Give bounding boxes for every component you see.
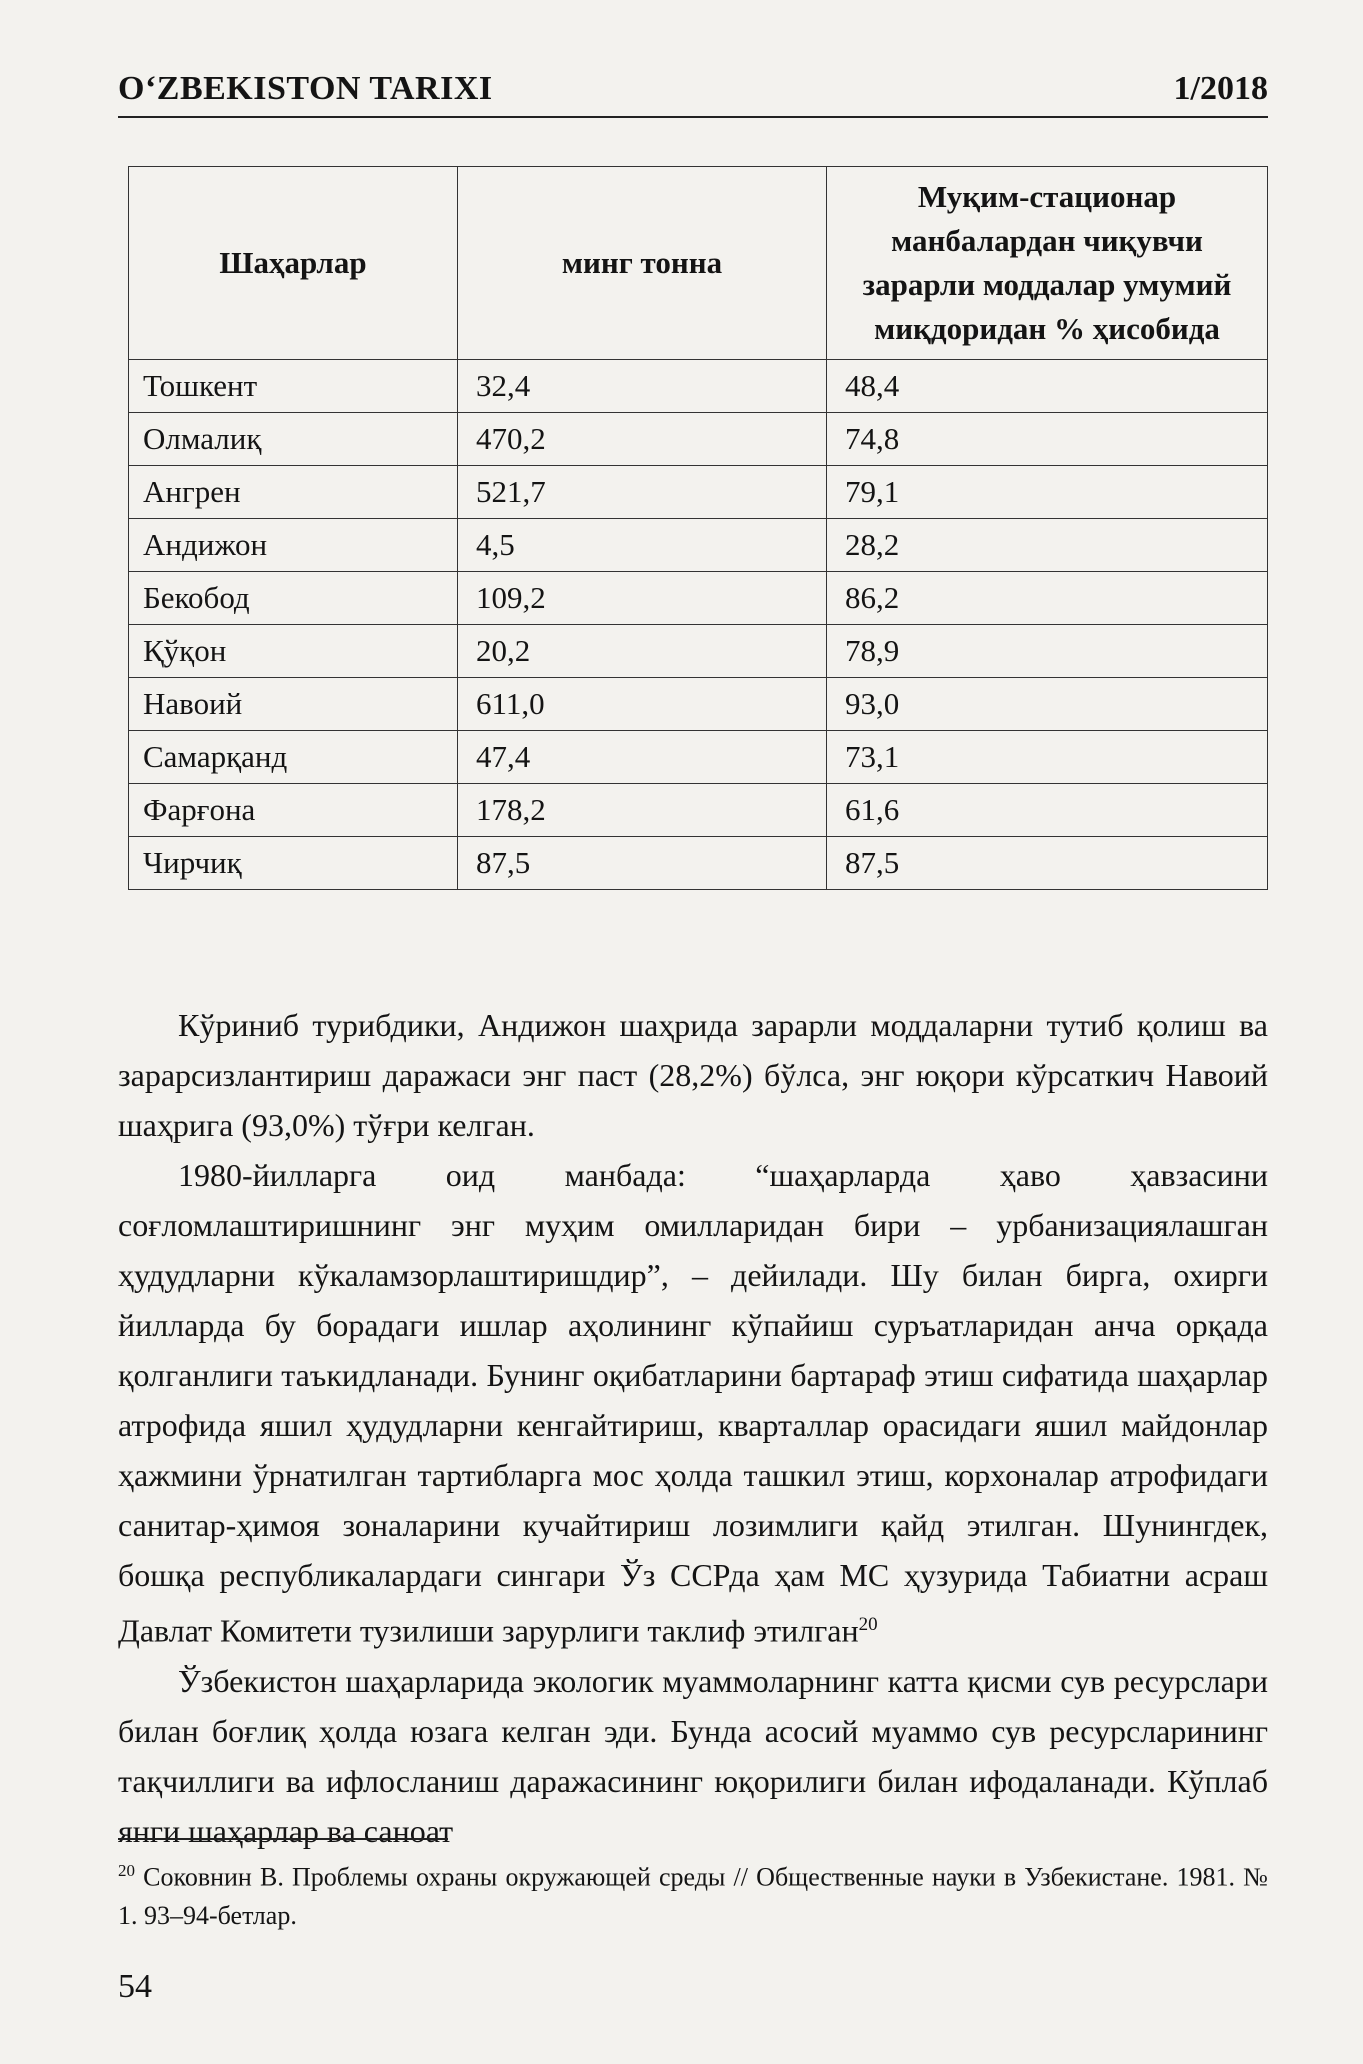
percent-cell: 61,6 [827,784,1268,837]
paragraph-text: 1980-йилларга оид манбада: “шаҳарларда ҳаво ҳавзасини соғломлаштиришнинг энг муҳим омилларидан бири – урбанизациялашган ҳудудларни кўкаламзорлаштиришдир”, – дейилади. Шу билан бирга, охирги йилларда бу борадаги ишлар аҳолининг кўпайиш суръатларидан анча орқада қолганлиги таъкидланади. Бунинг оқибатларини бартараф этиш сифатида шаҳарлар атрофида яшил ҳудудларни кенгайтириш, кварталлар орасидаги яшил майдонлар ҳажмини ўрнатилган тартибларга мос ҳолда ташкил этиш, корхоналар атрофидаги санитар-ҳимоя зоналарини кучайтириш лозимлиги қайд этилган. Шунингдек, бошқа республикалардаги сингари Ўз ССРда ҳам МС ҳузурида Табиатни асраш Давлат Комитети тузилиши зарурлиги таклиф этилган [118,1157,1268,1649]
tons-cell: 611,0 [458,678,827,731]
city-cell: Фарғона [129,784,458,837]
table-row [129,466,1268,519]
city-cell: Андижон [129,519,458,572]
tons-cell: 47,4 [458,731,827,784]
paragraph: Кўриниб турибдики, Андижон шаҳрида зарарли моддаларни тутиб қолиш ва зарарсизлантириш даражаси энг паст (28,2%) бўлса, энг юқори кўрсаткич Навоий шаҳрига (93,0%) тўғри келган. [118,1007,1268,1143]
city-cell: Қўқон [129,625,458,678]
percent-cell: 86,2 [827,572,1268,625]
table-row [129,678,1268,731]
percent-cell: 28,2 [827,519,1268,572]
tons-cell: 87,5 [458,837,827,890]
table-row [129,731,1268,784]
table-row [129,837,1268,890]
table-row [129,360,1268,413]
city-cell: Тошкент [129,360,458,413]
tons-cell: 109,2 [458,572,827,625]
journal-title: O‘ZBEKISTON TARIXI [118,70,493,107]
header-percent: Муқим-стационар манбалардан чиқувчи зарарли моддалар умумий миқдоридан % ҳисобида [827,167,1268,360]
percent-cell: 48,4 [827,360,1268,413]
header-cities: Шаҳарлар [129,167,458,360]
table-row [129,625,1268,678]
table-header-row [129,167,1268,360]
percent-cell: 74,8 [827,413,1268,466]
issue-number: 1/2018 [1173,70,1268,107]
footnote-divider [118,1838,448,1840]
percent-cell: 79,1 [827,466,1268,519]
footnote [118,1852,1268,1935]
city-cell: Навоий [129,678,458,731]
city-cell: Олмалиқ [129,413,458,466]
percent-cell: 73,1 [827,731,1268,784]
city-cell: Бекобод [129,572,458,625]
percent-cell: 93,0 [827,678,1268,731]
tons-cell: 178,2 [458,784,827,837]
table-row [129,784,1268,837]
city-cell: Чирчиқ [129,837,458,890]
table-row [129,519,1268,572]
percent-cell: 87,5 [827,837,1268,890]
footnote-number: 20 [118,1861,135,1880]
tons-cell: 4,5 [458,519,827,572]
table-row [129,572,1268,625]
pollution-table [128,166,1268,890]
footnote-text: Соковнин В. Проблемы охраны окружающей среды // Общественные науки в Узбекистане. 1981. № 1. 93–94-бетлар. [118,1862,1268,1930]
table-row [129,413,1268,466]
article-body [118,1000,1268,1856]
paragraph [118,1150,1268,1656]
paragraph: Ўзбекистон шаҳарларида экологик муаммоларнинг катта қисми сув ресурслари билан боғлиқ ҳолда юзага келган эди. Бунда асосий муаммо сув ресурсларининг тақчиллиги ва ифлосланиш даражасининг юқорилиги билан ифодаланади. Кўплаб янги шаҳарлар ва саноат [118,1662,1268,1849]
tons-cell: 470,2 [458,413,827,466]
footnote-reference[interactable]: 20 [858,1614,878,1635]
running-header [118,70,1268,118]
tons-cell: 32,4 [458,360,827,413]
page-number: 54 [118,1968,152,2005]
tons-cell: 20,2 [458,625,827,678]
percent-cell: 78,9 [827,625,1268,678]
tons-cell: 521,7 [458,466,827,519]
city-cell: Ангрен [129,466,458,519]
header-thousand-tons: минг тонна [458,167,827,360]
city-cell: Самарқанд [129,731,458,784]
